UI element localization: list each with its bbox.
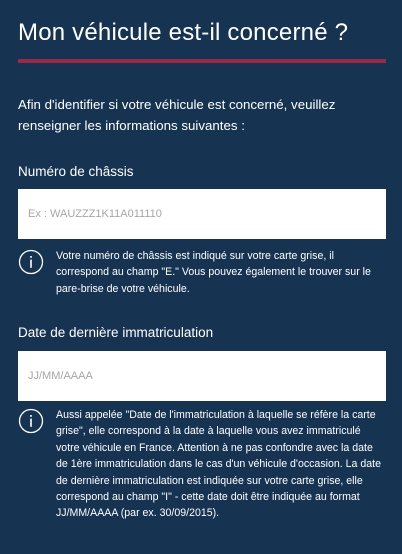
chassis-input[interactable] (18, 189, 386, 239)
info-circle-icon (18, 408, 44, 434)
title-divider (18, 59, 386, 63)
chassis-help-text: Votre numéro de châssis est indiqué sur votre carte grise, il correspond au champ "E." Vous pouvez également le trouver sur le pare-brise de votre véhicule. (56, 250, 371, 295)
chassis-help (18, 248, 386, 297)
registration-date-label: Date de dernière immatriculation (18, 325, 214, 340)
page-title: Mon véhicule est-il concerné ? (18, 19, 349, 46)
intro-text: Afin d'identifier si votre véhicule est concerné, veuillez renseigner les informations suivantes : (18, 97, 336, 133)
chassis-label: Numéro de châssis (18, 164, 134, 179)
registration-date-help-text: Aussi appelée "Date de l'immatriculation à laquelle se réfère la carte grise", elle correspond à la date à laquelle vous avez immatriculé votre véhicule en France. Attention à ne pas confondre avec la date de 1ère immatriculation dans le cas d'un véhicule d'occasion. La date de dernière immatriculation est indiquée sur votre carte grise, elle correspond au champ "I" - cette date doit être indiquée au format JJ/MM/AAAA (par ex. 30/09/2015). (56, 409, 381, 520)
registration-date-input[interactable] (18, 351, 386, 401)
registration-date-help (18, 407, 386, 522)
info-circle-icon (18, 249, 44, 275)
